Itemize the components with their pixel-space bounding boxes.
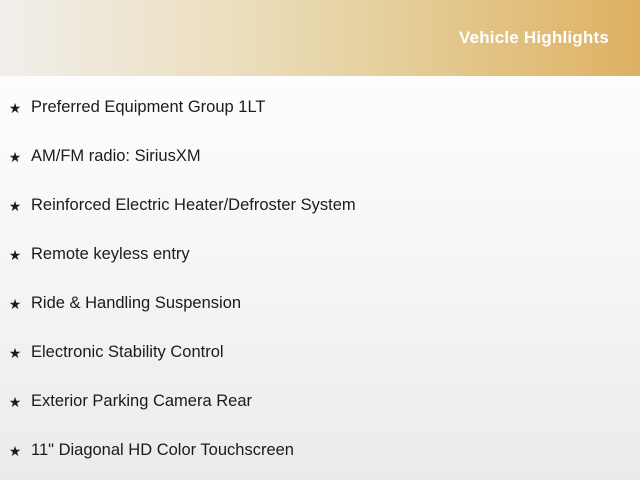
highlight-text: 11" Diagonal HD Color Touchscreen <box>31 441 294 459</box>
highlight-text: Preferred Equipment Group 1LT <box>31 98 266 116</box>
star-icon: ★ <box>8 246 22 263</box>
list-item <box>0 328 640 377</box>
page-title: Vehicle Highlights <box>458 28 609 47</box>
list-item <box>0 230 640 279</box>
star-icon: ★ <box>8 148 22 165</box>
list-item <box>0 279 640 328</box>
list-item <box>0 181 640 230</box>
highlight-text: Ride & Handling Suspension <box>31 294 242 312</box>
star-icon: ★ <box>8 442 22 459</box>
list-item <box>0 132 640 181</box>
highlight-text: AM/FM radio: SiriusXM <box>31 147 201 165</box>
highlight-text: Reinforced Electric Heater/Defroster System <box>31 196 356 214</box>
list-item <box>0 83 640 132</box>
star-icon: ★ <box>8 99 22 116</box>
highlights-list <box>0 76 640 480</box>
list-item <box>0 377 640 426</box>
list-item <box>0 426 640 475</box>
highlight-text: Exterior Parking Camera Rear <box>31 392 252 410</box>
highlight-text: Remote keyless entry <box>31 245 190 263</box>
star-icon: ★ <box>8 393 22 410</box>
star-icon: ★ <box>8 295 22 312</box>
star-icon: ★ <box>8 344 22 361</box>
vehicle-highlights-header <box>0 0 640 76</box>
star-icon: ★ <box>8 197 22 214</box>
highlight-text: Electronic Stability Control <box>31 343 224 361</box>
